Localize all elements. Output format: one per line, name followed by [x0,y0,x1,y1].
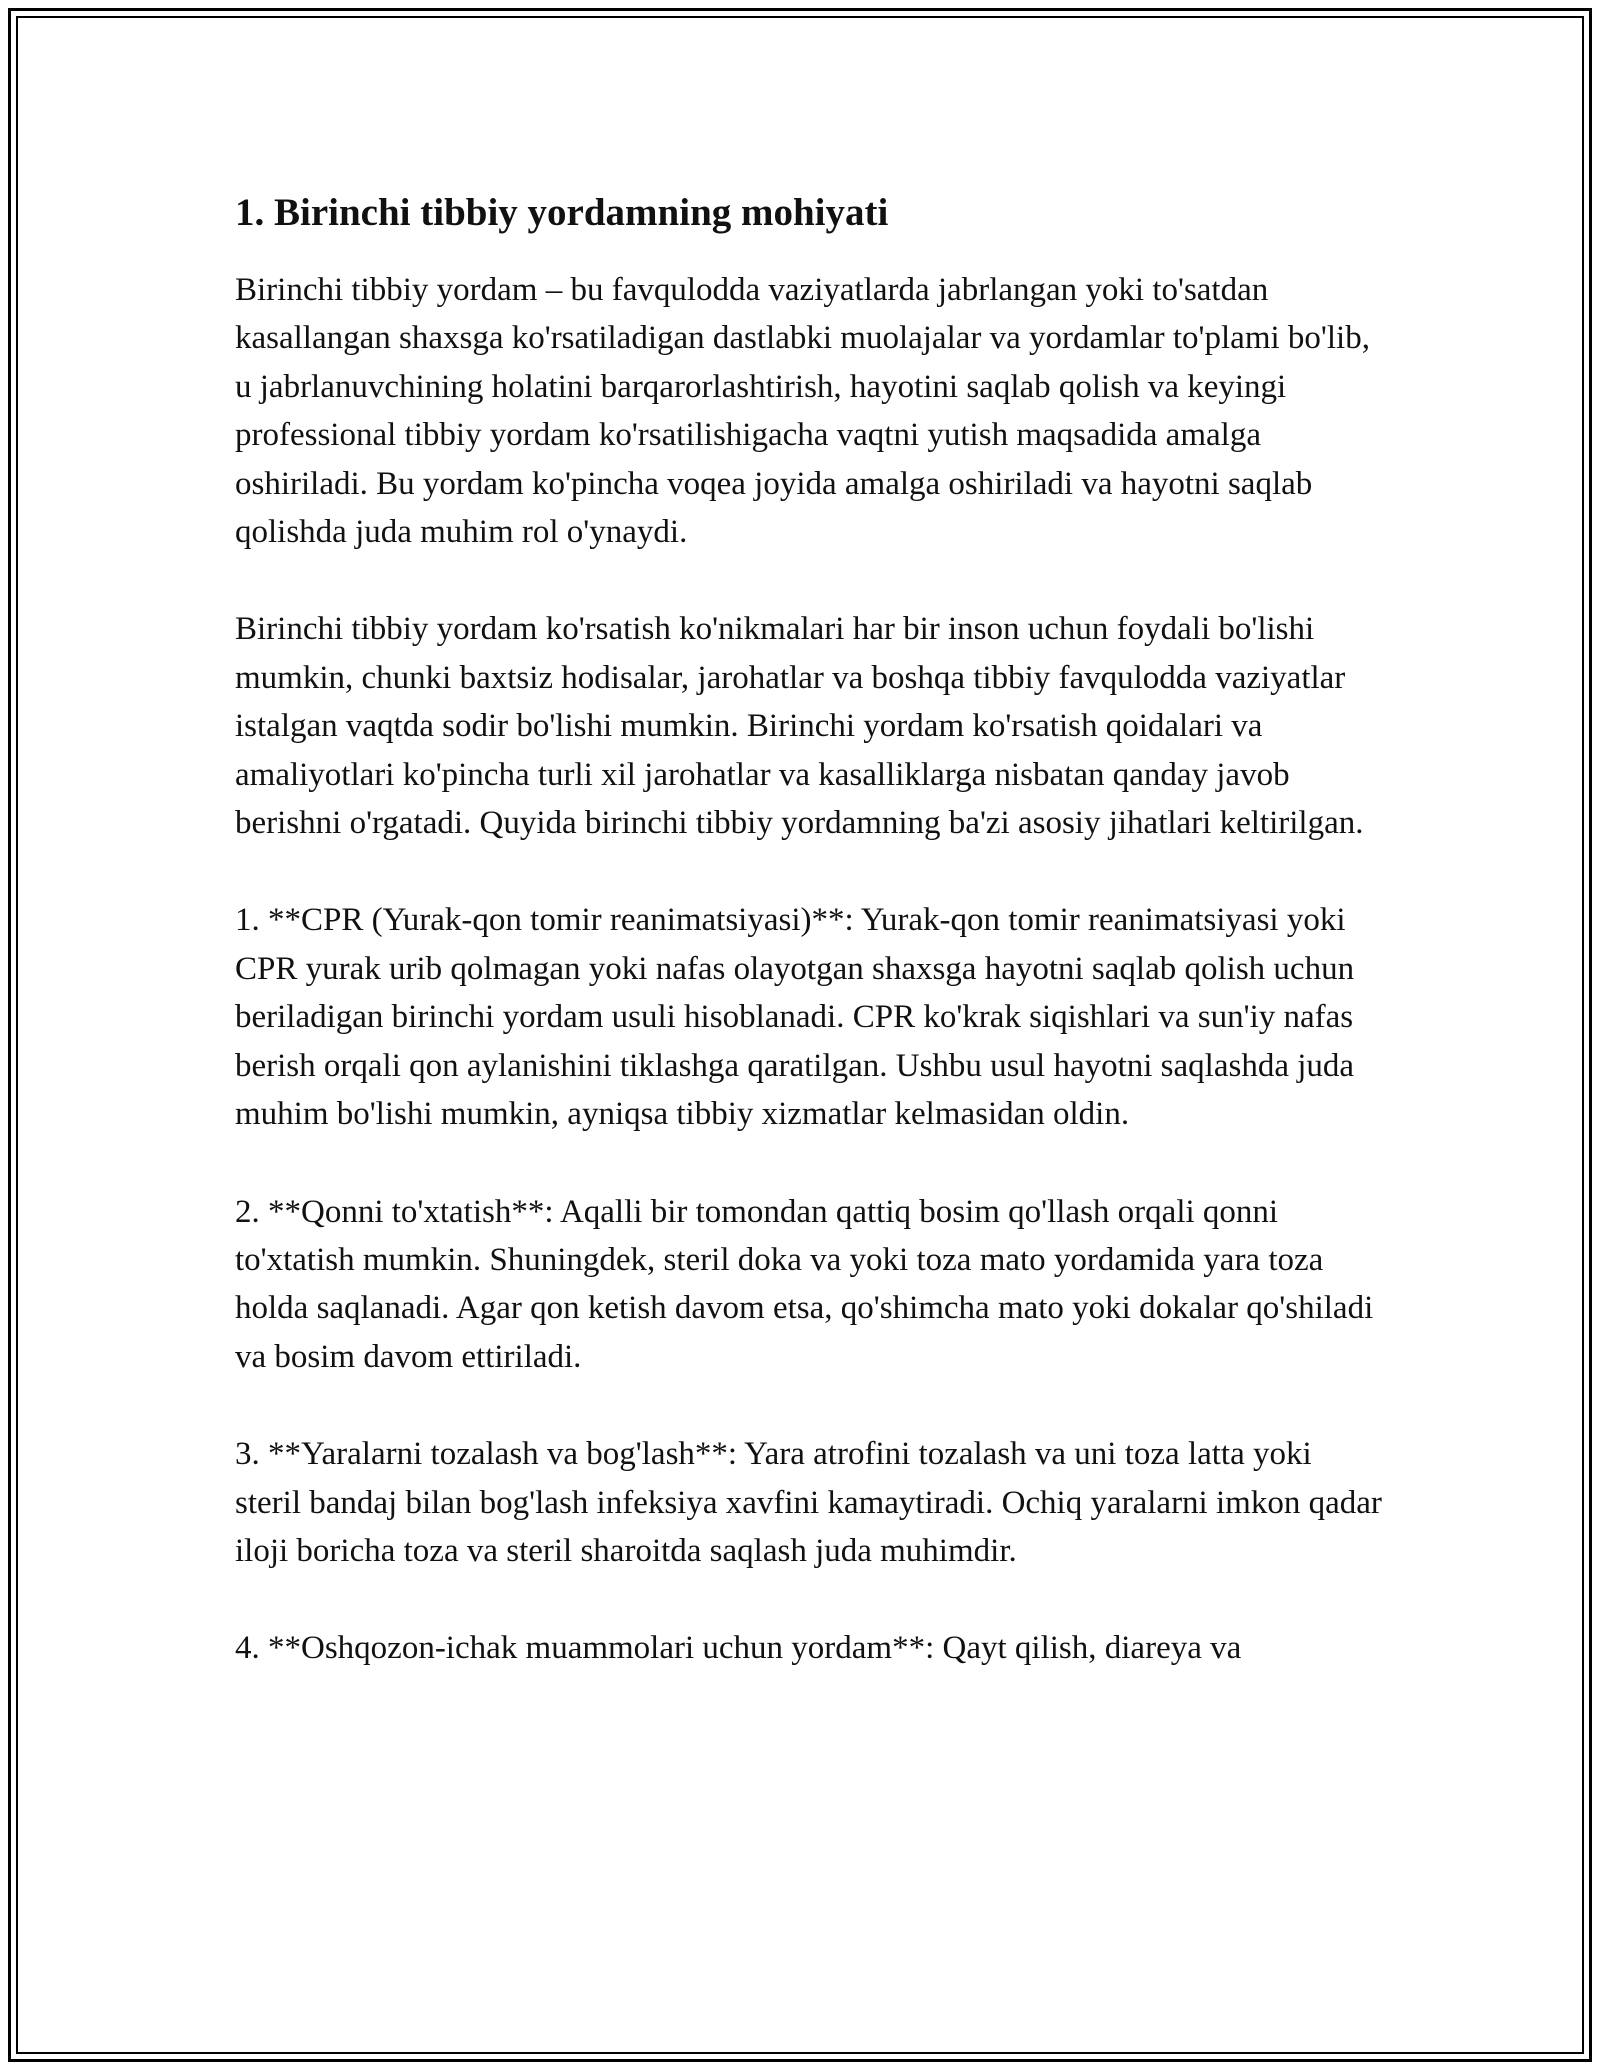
section-title: 1. Birinchi tibbiy yordamning mohiyati [235,191,889,234]
paragraph-wounds: 3. **Yaralarni tozalash va bog'lash**: Yara atrofini tozalash va uni toza latta yoki steril bandaj bilan bog'lash infeksiya xavfini kamaytiradi. Ochiq yaralarni imkon qadar iloji boricha toza va steril sharoitda saqlash juda muhimdir. [235,1436,1382,1569]
paragraph-gastro: 4. **Oshqozon-ichak muammolari uchun yordam**: Qayt qilish, diareya va [235,1630,1242,1667]
paragraph-bleeding: 2. **Qonni to'xtatish**: Aqalli bir tomondan qattiq bosim qo'llash orqali qonni to'xtatish mumkin. Shuningdek, steril doka va yoki toza mato yordamida yara toza holda saqlanadi. Agar qon ketish davom etsa, qo'shimcha mato yoki dokalar qo'shiladi va bosim davom ettiriladi. [235,1193,1374,1375]
paragraph-intro: Birinchi tibbiy yordam – bu favqulodda vaziyatlarda jabrlangan yoki to'satdan kasallangan shaxsga ko'rsatiladigan dastlabki muolajalar va yordamlar to'plami bo'lib, u jabrlanuvchining holatini barqarorlashtirish, hayotini saqlab qolish va keyingi professional tibbiy yordam ko'rsatilishigacha vaqtni yutish maqsadida amalga oshiriladi. Bu yordam ko'pincha voqea joyida amalga oshiriladi va hayotni saqlab qolishda juda muhim rol o'ynaydi. [235,272,1370,551]
paragraph-cpr: 1. **CPR (Yurak-qon tomir reanimatsiyasi)**: Yurak-qon tomir reanimatsiyasi yoki CPR yurak urib qolmagan yoki nafas olayotgan shaxsga hayotni saqlab qolish uchun beriladigan birinchi yordam usuli hisoblanadi. CPR ko'krak siqishlari va sun'iy nafas berish orqali qon aylanishini tiklashga qaratilgan. Ushbu usul hayotni saqlashda juda muhim bo'lishi mumkin, ayniqsa tibbiy xizmatlar kelmasidan oldin. [235,902,1355,1133]
paragraph-skills: Birinchi tibbiy yordam ko'rsatish ko'nikmalari har bir inson uchun foydali bo'lishi mumkin, chunki baxtsiz hodisalar, jarohatlar va boshqa tibbiy favqulodda vaziyatlar istalgan vaqtda sodir bo'lishi mumkin. Birinchi yordam ko'rsatish qoidalari va amaliyotlari ko'pincha turli xil jarohatlar va kasalliklarga nisbatan qanday javob berishni o'rgatadi. Quyida birinchi tibbiy yordamning ba'zi asosiy jihatlari keltirilgan. [235,611,1364,842]
document-body [235,186,1385,1673]
